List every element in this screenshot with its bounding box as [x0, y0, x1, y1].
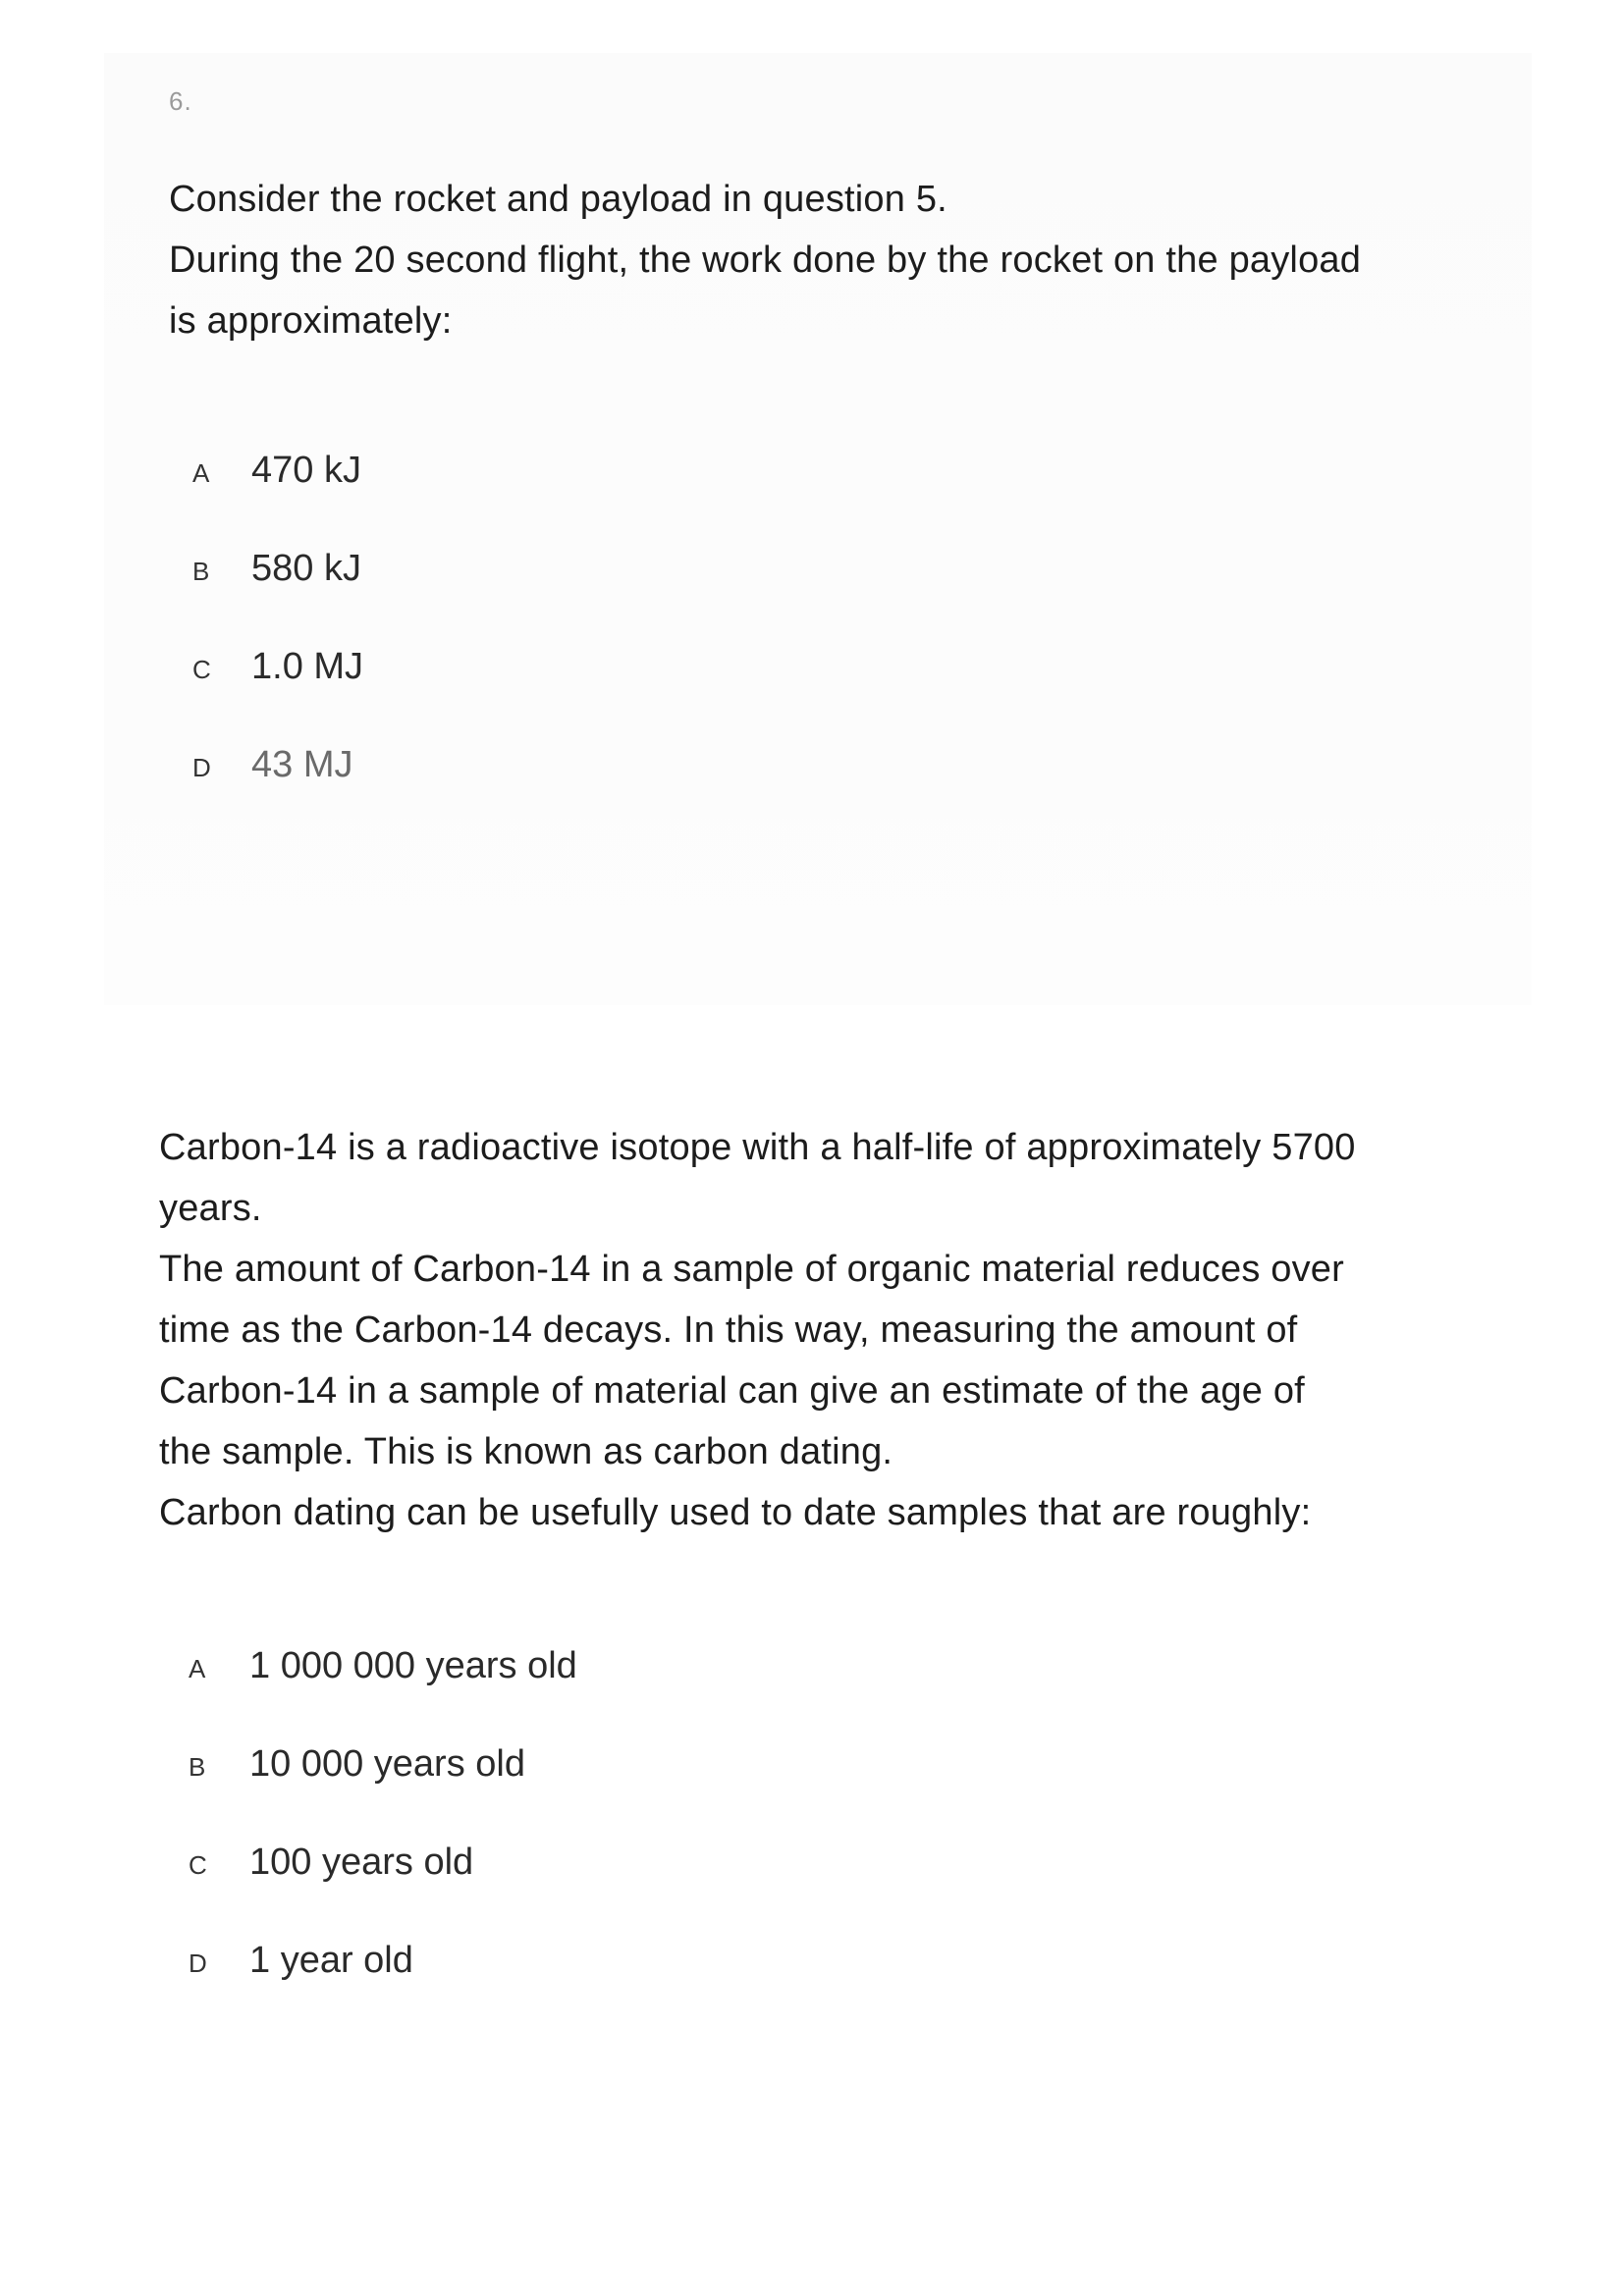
option-text: 100 years old [249, 1842, 474, 1883]
option-letter: C [189, 1850, 207, 1880]
option-letter: D [189, 1949, 207, 1978]
option-a[interactable] [189, 1645, 577, 1743]
stem-line: Consider the rocket and payload in question 5. [169, 179, 947, 220]
question-6-stem [169, 169, 1543, 351]
stem-line: is approximately: [169, 300, 453, 342]
option-letter: A [192, 458, 210, 488]
question-6-options [192, 450, 363, 842]
option-letter: B [189, 1752, 206, 1782]
stem-line: time as the Carbon-14 decays. In this way, measuring the amount of [159, 1309, 1298, 1351]
option-letter: B [192, 557, 210, 586]
stem-line: The amount of Carbon-14 in a sample of organic material reduces over [159, 1249, 1345, 1290]
option-text: 470 kJ [251, 450, 361, 491]
option-letter: C [192, 655, 211, 684]
question-7-options [189, 1645, 577, 2038]
option-text: 1.0 MJ [251, 646, 364, 687]
option-c[interactable] [189, 1842, 577, 1940]
option-text: 43 MJ [251, 744, 353, 785]
stem-line: years. [159, 1188, 262, 1229]
option-letter: A [189, 1654, 206, 1683]
question-7-stem [159, 1117, 1534, 1543]
option-text: 580 kJ [251, 548, 361, 589]
option-text: 1 year old [249, 1940, 413, 1981]
option-letter: D [192, 753, 211, 782]
option-b[interactable] [189, 1743, 577, 1842]
question-6-number: 6. [169, 86, 192, 116]
option-c[interactable] [192, 646, 363, 744]
option-text: 10 000 years old [249, 1743, 525, 1785]
option-text: 1 000 000 years old [249, 1645, 577, 1686]
option-d[interactable] [189, 1940, 577, 2038]
stem-line: During the 20 second flight, the work done by the rocket on the payload [169, 240, 1362, 281]
stem-line: the sample. This is known as carbon dating. [159, 1431, 893, 1472]
option-a[interactable] [192, 450, 363, 548]
stem-line: Carbon-14 is a radioactive isotope with a half-life of approximately 5700 [159, 1127, 1356, 1168]
stem-line: Carbon dating can be usefully used to date samples that are roughly: [159, 1492, 1312, 1533]
option-d[interactable] [192, 744, 363, 842]
option-b[interactable] [192, 548, 363, 646]
stem-line: Carbon-14 in a sample of material can give an estimate of the age of [159, 1370, 1305, 1412]
